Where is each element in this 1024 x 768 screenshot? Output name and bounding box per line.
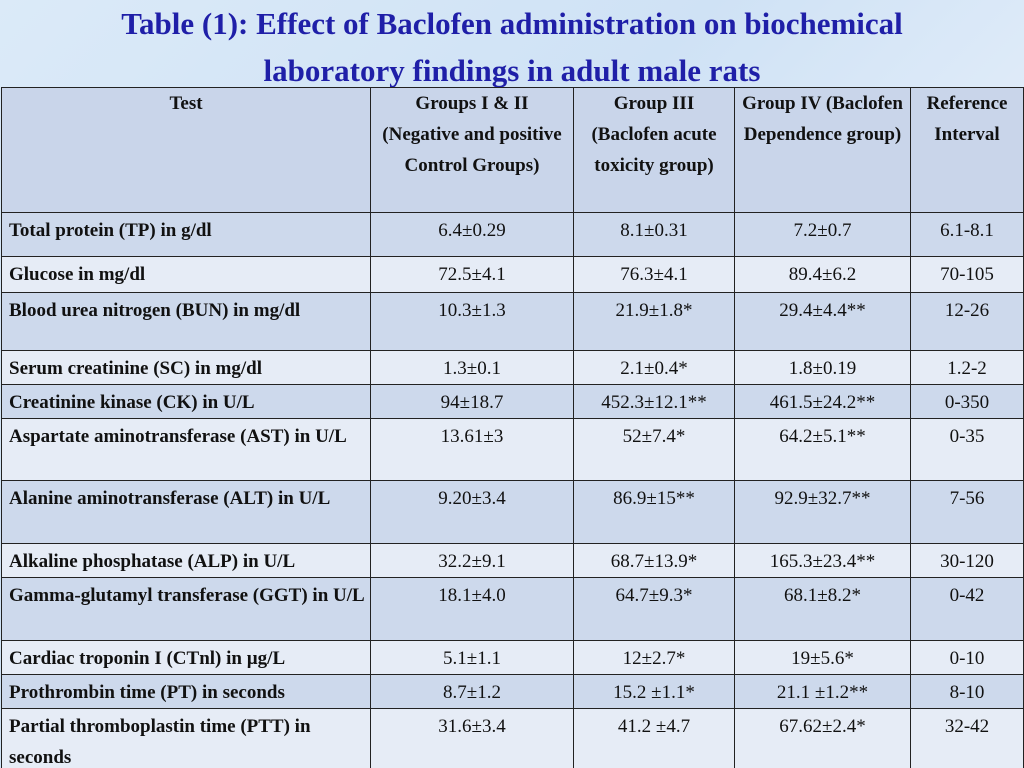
value-cell: 13.61±3 (371, 419, 574, 481)
header-group-iv: Group IV (Baclofen Dependence group) (735, 88, 911, 213)
value-cell: 67.62±2.4* (735, 709, 911, 768)
value-cell: 52±7.4* (574, 419, 735, 481)
value-cell: 89.4±6.2 (735, 257, 911, 293)
value-cell: 15.2 ±1.1* (574, 675, 735, 709)
value-cell: 30-120 (911, 544, 1024, 578)
test-name-cell: Aspartate aminotransferase (AST) in U/L (2, 419, 371, 481)
value-cell: 86.9±15** (574, 481, 735, 544)
table-row (2, 257, 1024, 293)
value-cell: 31.6±3.4 (371, 709, 574, 768)
header-group-iii: Group III (Baclofen acute toxicity group) (574, 88, 735, 213)
value-cell: 0-35 (911, 419, 1024, 481)
table-header (2, 88, 1024, 213)
title-line-2: laboratory findings in adult male rats (263, 53, 761, 88)
test-name-cell: Alkaline phosphatase (ALP) in U/L (2, 544, 371, 578)
table-row (2, 419, 1024, 481)
header-groups-i-ii: Groups I & II (Negative and positive Control Groups) (371, 88, 574, 213)
value-cell: 12-26 (911, 293, 1024, 351)
table-row (2, 213, 1024, 257)
value-cell: 6.1-8.1 (911, 213, 1024, 257)
value-cell: 0-42 (911, 578, 1024, 641)
value-cell: 1.2-2 (911, 351, 1024, 385)
test-name-cell: Total protein (TP) in g/dl (2, 213, 371, 257)
value-cell: 70-105 (911, 257, 1024, 293)
title-line-1: Table (1): Effect of Baclofen administration on biochemical (121, 6, 903, 41)
value-cell: 6.4±0.29 (371, 213, 574, 257)
header-test: Test (2, 88, 371, 213)
value-cell: 21.9±1.8* (574, 293, 735, 351)
table-row (2, 481, 1024, 544)
value-cell: 72.5±4.1 (371, 257, 574, 293)
table-row (2, 293, 1024, 351)
value-cell: 2.1±0.4* (574, 351, 735, 385)
value-cell: 461.5±24.2** (735, 385, 911, 419)
test-name-cell: Gamma-glutamyl transferase (GGT) in U/L (2, 578, 371, 641)
value-cell: 64.7±9.3* (574, 578, 735, 641)
test-name-cell: Creatinine kinase (CK) in U/L (2, 385, 371, 419)
value-cell: 8.7±1.2 (371, 675, 574, 709)
value-cell: 32-42 (911, 709, 1024, 768)
results-table (1, 87, 1024, 768)
value-cell: 9.20±3.4 (371, 481, 574, 544)
value-cell: 32.2±9.1 (371, 544, 574, 578)
value-cell: 0-350 (911, 385, 1024, 419)
test-name-cell: Blood urea nitrogen (BUN) in mg/dl (2, 293, 371, 351)
test-name-cell: Cardiac troponin I (CTnl) in µg/L (2, 641, 371, 675)
test-name-cell: Glucose in mg/dl (2, 257, 371, 293)
page-title (0, 0, 1024, 88)
value-cell: 92.9±32.7** (735, 481, 911, 544)
value-cell: 8.1±0.31 (574, 213, 735, 257)
value-cell: 19±5.6* (735, 641, 911, 675)
value-cell: 29.4±4.4** (735, 293, 911, 351)
test-name-cell: Alanine aminotransferase (ALT) in U/L (2, 481, 371, 544)
value-cell: 68.1±8.2* (735, 578, 911, 641)
table-row (2, 544, 1024, 578)
test-name-cell: Prothrombin time (PT) in seconds (2, 675, 371, 709)
value-cell: 64.2±5.1** (735, 419, 911, 481)
value-cell: 165.3±23.4** (735, 544, 911, 578)
value-cell: 18.1±4.0 (371, 578, 574, 641)
value-cell: 0-10 (911, 641, 1024, 675)
value-cell: 68.7±13.9* (574, 544, 735, 578)
value-cell: 12±2.7* (574, 641, 735, 675)
value-cell: 21.1 ±1.2** (735, 675, 911, 709)
table-row (2, 578, 1024, 641)
table-row (2, 385, 1024, 419)
table-row (2, 675, 1024, 709)
value-cell: 1.3±0.1 (371, 351, 574, 385)
value-cell: 8-10 (911, 675, 1024, 709)
table-body (2, 213, 1024, 768)
value-cell: 76.3±4.1 (574, 257, 735, 293)
value-cell: 1.8±0.19 (735, 351, 911, 385)
test-name-cell: Serum creatinine (SC) in mg/dl (2, 351, 371, 385)
value-cell: 10.3±1.3 (371, 293, 574, 351)
value-cell: 452.3±12.1** (574, 385, 735, 419)
test-name-cell: Partial thromboplastin time (PTT) in seconds (2, 709, 371, 768)
value-cell: 7-56 (911, 481, 1024, 544)
table-row (2, 351, 1024, 385)
header-reference: Reference Interval (911, 88, 1024, 213)
table-row (2, 709, 1024, 768)
value-cell: 7.2±0.7 (735, 213, 911, 257)
value-cell: 5.1±1.1 (371, 641, 574, 675)
value-cell: 41.2 ±4.7 (574, 709, 735, 768)
table-row (2, 641, 1024, 675)
value-cell: 94±18.7 (371, 385, 574, 419)
